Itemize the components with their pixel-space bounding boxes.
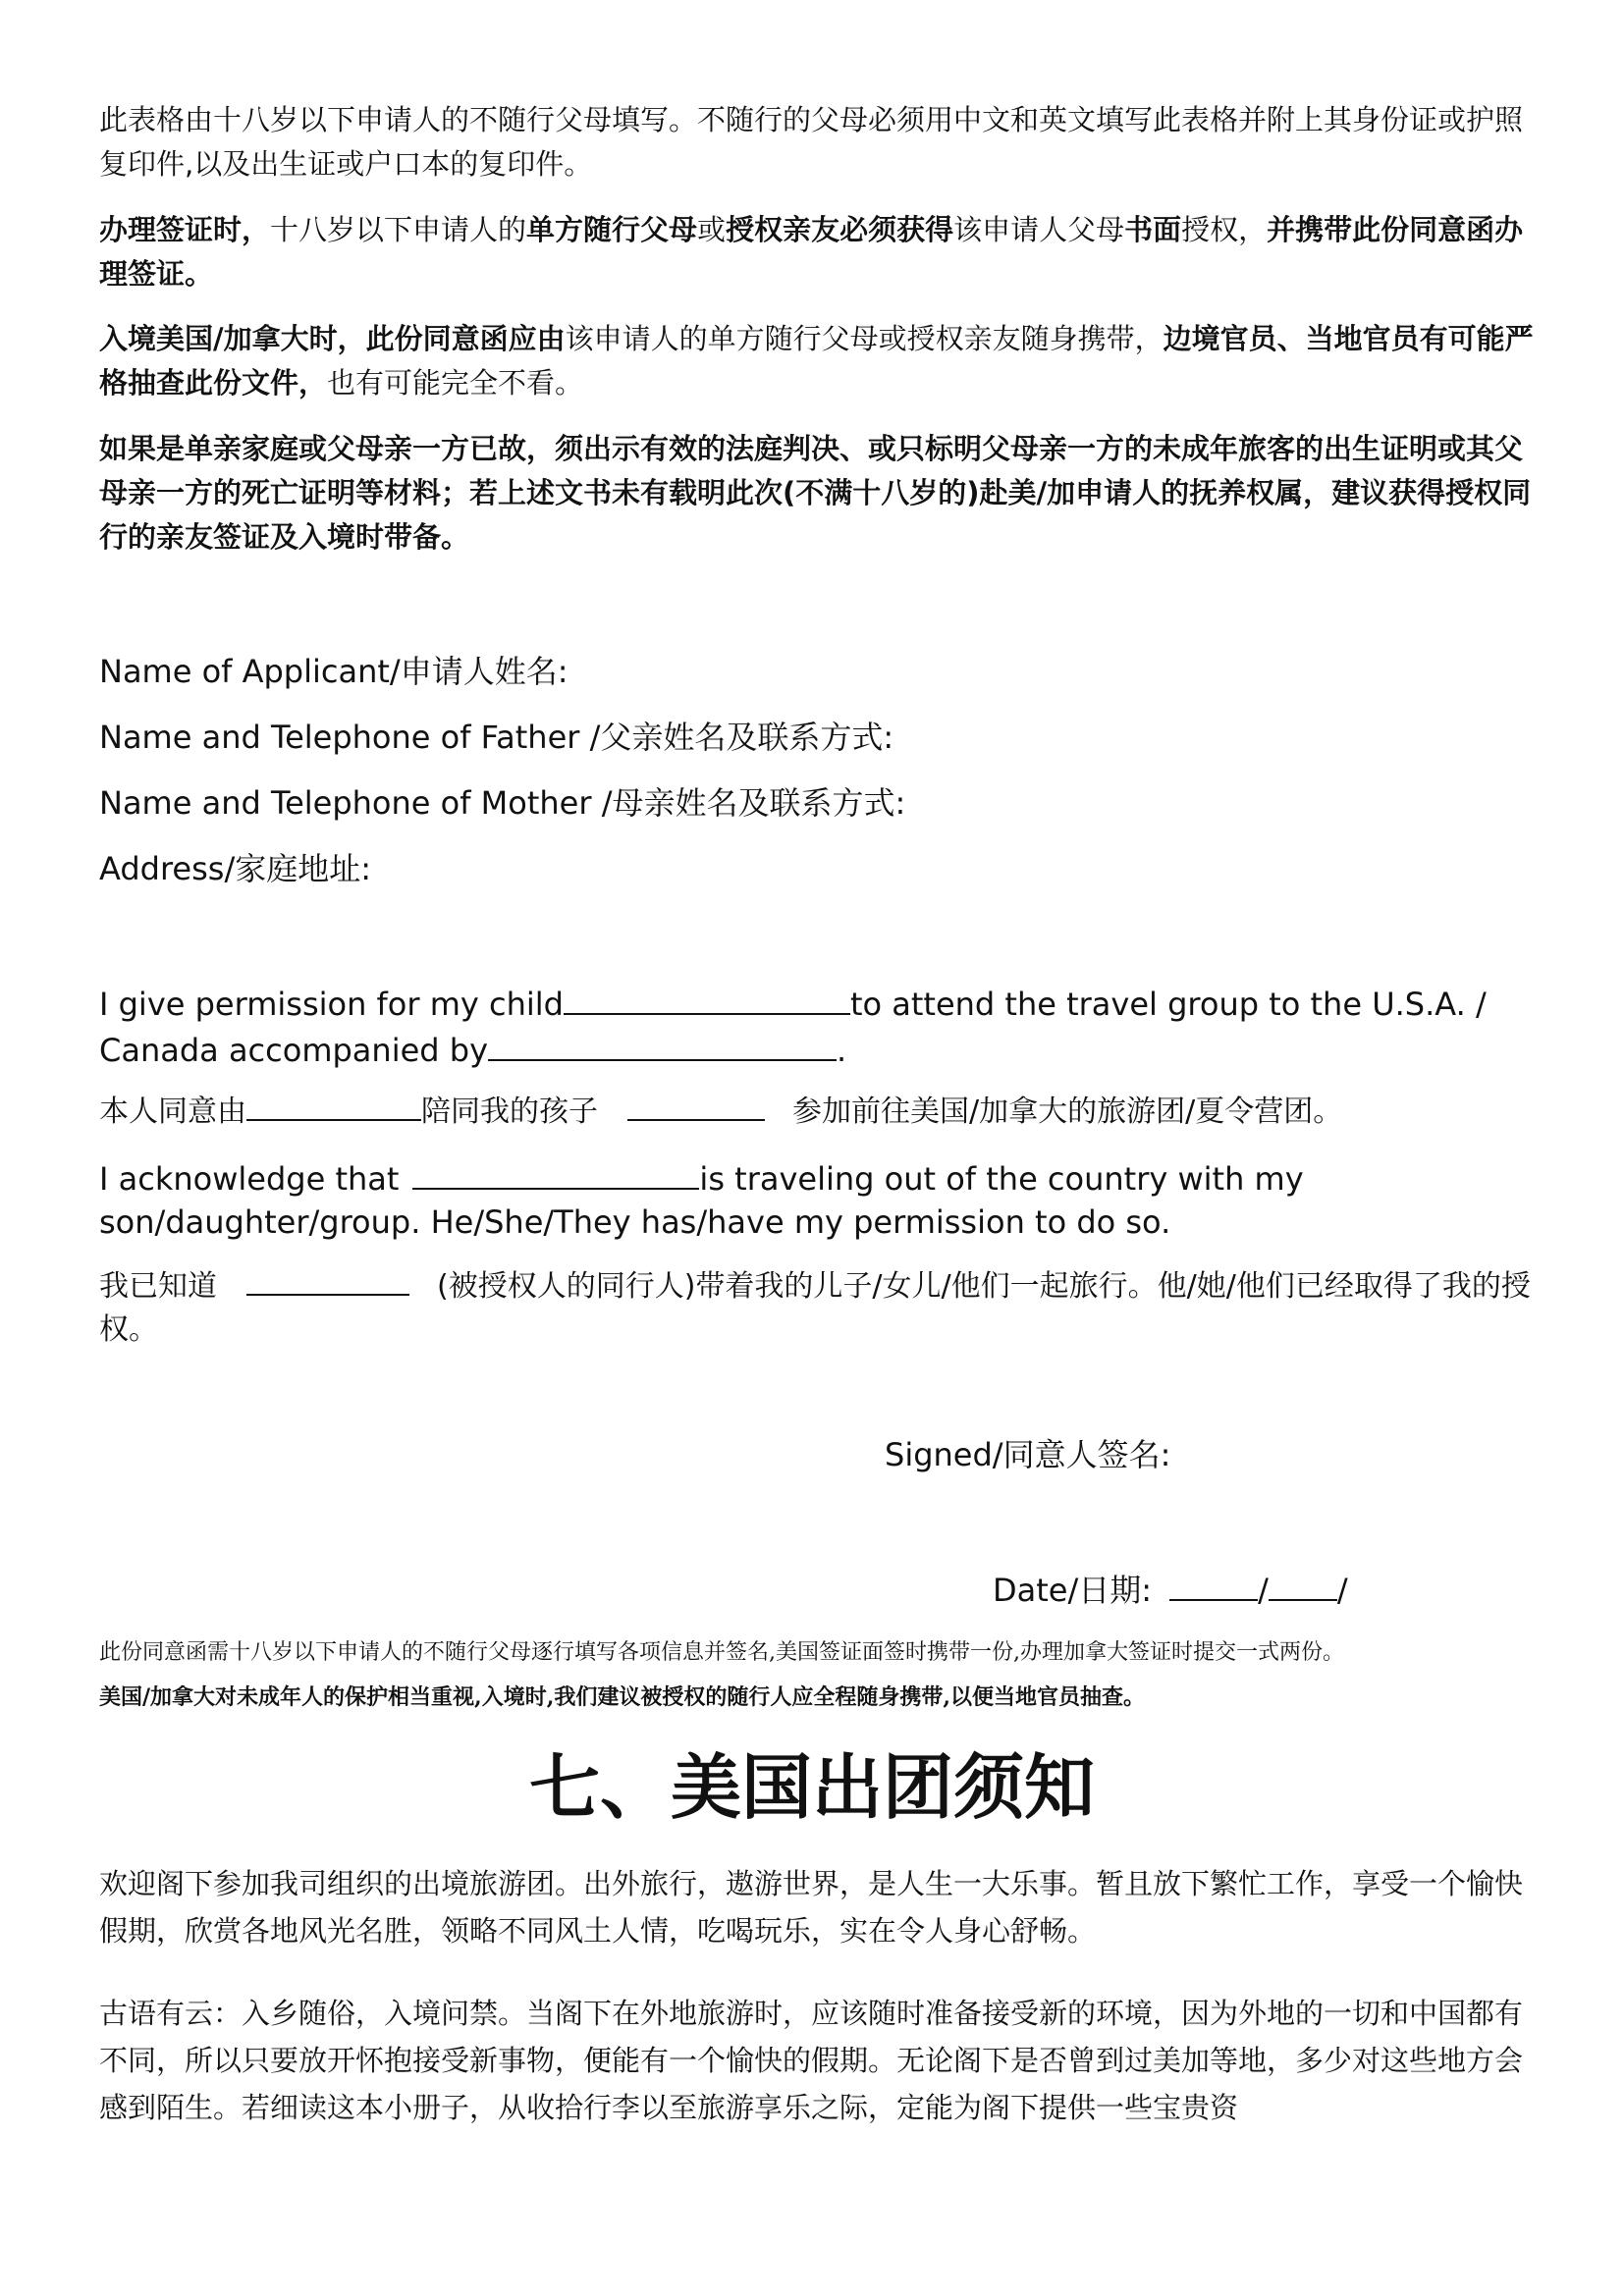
date-separator: / <box>1336 1572 1348 1609</box>
footnote-1: 此份同意函需十八岁以下申请人的不随行父母逐行填写各项信息并签名,美国签证面签时携带一份,办理加拿大签证时提交一式两份。 <box>99 1640 1344 1665</box>
permission-en-text-a: I give permission for my child <box>99 986 564 1023</box>
intro-p2-seg: 办理签证时， <box>99 213 271 246</box>
date-label: Date/日期: <box>993 1572 1153 1609</box>
authorized-person-blank[interactable] <box>246 1260 409 1296</box>
intro-p2-seg: 单方随行父母 <box>526 213 698 246</box>
intro-p3-seg: 边境官员、当地官员有可能严格抽查此份文件， <box>99 322 1534 400</box>
accompanied-by-blank[interactable] <box>488 1026 837 1061</box>
companion-name-blank[interactable] <box>246 1086 421 1121</box>
intro-paragraph-1: 此表格由十八岁以下申请人的不随行父母填写。不随行的父母必须用中文和英文填写此表格并附上其身份证或护照复印件,以及出生证或户口本的复印件。 <box>99 103 1524 181</box>
intro-p2-seg: 书面 <box>1124 213 1182 246</box>
date-day-blank[interactable] <box>1269 1566 1337 1601</box>
intro-p3-seg: 也有可能完全不看。 <box>327 366 584 400</box>
intro-paragraph-4: 如果是单亲家庭或父母亲一方已故，须出示有效的法庭判决、或只标明父母亲一方的未成年旅客的出生证明或其父母亲一方的死亡证明等材料；若上述文书未有载明此次(不满十八岁的)赴美/加申请人的抚养权属，建议获得授权同行的亲友签证及入境时带备。 <box>99 432 1532 554</box>
permission-cn-text-a: 本人同意由 <box>99 1095 246 1129</box>
intro-p2-seg: 并携带此份同意函办理签证。 <box>99 213 1524 291</box>
applicant-name-field: Name of Applicant/申请人姓名: <box>99 653 568 690</box>
intro-p3-seg: 该申请人的单方随行父母或授权亲友随身携带， <box>565 322 1164 355</box>
intro-p3-seg: 入境美国/加拿大时，此份同意函应由 <box>99 322 566 355</box>
date-month-blank[interactable] <box>1169 1566 1258 1601</box>
father-info-field: Name and Telephone of Father /父亲姓名及联系方式: <box>99 719 894 756</box>
acknowledge-en-text-b: is traveling out of the country with my son/daughter/group. He/She/They has/have my permission to do so. <box>99 1160 1304 1241</box>
permission-en-end: . <box>837 1032 847 1069</box>
acknowledge-cn-text-b: (被授权人的同行人)带着我的儿子/女儿/他们一起旅行。他/她/他们已经取得了我的授权。 <box>99 1269 1531 1347</box>
intro-p2-seg: 或 <box>697 213 727 246</box>
acknowledge-statement-en <box>99 1154 1543 1244</box>
permission-statement-cn <box>99 1086 1543 1134</box>
intro-paragraph-3 <box>99 317 1543 405</box>
section-paragraph-1: 欢迎阁下参加我司组织的出境旅游团。出外旅行，遨游世界，是人生一大乐事。暂且放下繁忙工作，享受一个愉快假期，欣赏各地风光名胜，领略不同风土人情，吃喝玩乐，实在令人身心舒畅。 <box>99 1867 1524 1948</box>
intro-p2-seg: 该申请人父母 <box>953 213 1125 246</box>
intro-p2-seg: 授权亲友必须获得 <box>726 213 954 246</box>
address-field: Address/家庭地址: <box>99 850 372 887</box>
section-paragraph-2: 古语有云：入乡随俗，入境问禁。当阁下在外地旅游时，应该随时准备接受新的环境，因为外地的一切和中国都有不同，所以只要放开怀抱接受新事物，便能有一个愉快的假期。无论阁下是否曾到过美加等地，多少对这些地方会感到陌生。若细读这本小册子，从收拾行李以至旅游享乐之际，定能为阁下提供一些宝贵资 <box>99 1997 1524 2124</box>
acknowledged-person-blank[interactable] <box>412 1154 699 1190</box>
permission-cn-text-c: 参加前往美国/加拿大的旅游团/夏令营团。 <box>792 1095 1343 1129</box>
child-name-blank[interactable] <box>564 980 850 1015</box>
permission-statement-en <box>99 980 1543 1072</box>
date-separator: / <box>1258 1572 1269 1609</box>
section-title: 七、美国出团须知 <box>528 1745 1095 1829</box>
acknowledge-statement-cn <box>99 1260 1543 1352</box>
intro-paragraph-2 <box>99 208 1543 296</box>
child-name-cn-blank[interactable] <box>627 1086 765 1121</box>
signature-label: Signed/同意人签名: <box>885 1436 1171 1473</box>
intro-p2-seg: 授权， <box>1181 213 1268 246</box>
footnote-2: 美国/加拿大对未成年人的保护相当重视,入境时,我们建议被授权的随行人应全程随身携带,以便当地官员抽查。 <box>99 1684 1146 1710</box>
acknowledge-cn-text-a: 我已知道 <box>99 1269 217 1304</box>
mother-info-field: Name and Telephone of Mother /母亲姓名及联系方式: <box>99 784 906 822</box>
permission-cn-text-b: 陪同我的孩子 <box>421 1095 598 1129</box>
intro-p2-seg: 十八岁以下申请人的 <box>270 213 527 246</box>
date-line <box>993 1566 1348 1612</box>
permission-en-text-b: to attend the travel group to the U.S.A. / Canada accompanied by <box>99 986 1487 1069</box>
acknowledge-en-text-a: I acknowledge that <box>99 1160 400 1198</box>
